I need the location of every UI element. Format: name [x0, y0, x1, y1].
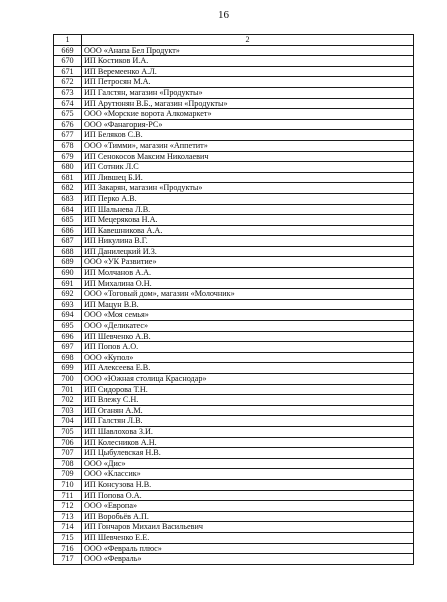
table-row [54, 98, 414, 109]
organization-name: ООО «Тимми», магазин «Аппетит» [82, 140, 414, 151]
table-row [54, 236, 414, 247]
organization-name: ИП Михалина О.Н. [82, 278, 414, 289]
organization-name: ИП Петросян М.А. [82, 77, 414, 88]
table-row [54, 56, 414, 67]
table-row [54, 416, 414, 427]
table-row [54, 374, 414, 385]
row-number: 703 [54, 405, 82, 416]
table-row [54, 268, 414, 279]
organization-name: ИП Веремеенко А.Л. [82, 66, 414, 77]
organization-name: ИП Попова О.А. [82, 490, 414, 501]
table-row [54, 384, 414, 395]
organization-name: ООО «УК Развитие» [82, 257, 414, 268]
organization-name: ООО «Фанагория-РС» [82, 119, 414, 130]
row-number: 688 [54, 246, 82, 257]
table-row [54, 246, 414, 257]
organization-name: ИП Арутюнян В.Б., магазин «Продукты» [82, 98, 414, 109]
row-number: 680 [54, 162, 82, 173]
row-number: 690 [54, 268, 82, 279]
row-number: 699 [54, 363, 82, 374]
organization-name: ООО «Дис» [82, 458, 414, 469]
table-row [54, 511, 414, 522]
table-row [54, 77, 414, 88]
organization-name: ИП Шальнева Л.В. [82, 204, 414, 215]
organization-name: ИП Галстян, магазин «Продукты» [82, 87, 414, 98]
table-row [54, 321, 414, 332]
organization-name: ИП Цыбулевская Н.В. [82, 448, 414, 459]
table-row [54, 204, 414, 215]
table-row [54, 225, 414, 236]
organization-name: ИП Шевченко Е.Е. [82, 532, 414, 543]
organization-name: ИП Алексеева Е.В. [82, 363, 414, 374]
registry-table [53, 34, 414, 565]
organization-name: ИП Влежу С.Н. [82, 395, 414, 406]
organization-name: ИП Колесников А.Н. [82, 437, 414, 448]
table-row [54, 183, 414, 194]
organization-name: ИП Попов А.О. [82, 342, 414, 353]
row-number: 675 [54, 109, 82, 120]
table-row [54, 469, 414, 480]
organization-name: ИП Кавешникова А.А. [82, 225, 414, 236]
row-number: 679 [54, 151, 82, 162]
organization-name: ООО «Деликатес» [82, 321, 414, 332]
table-row [54, 437, 414, 448]
row-number: 670 [54, 56, 82, 67]
row-number: 697 [54, 342, 82, 353]
table-row [54, 151, 414, 162]
registry-table-body [54, 45, 414, 564]
table-row [54, 172, 414, 183]
row-number: 693 [54, 299, 82, 310]
table-row [54, 109, 414, 120]
organization-name: ООО «Морские ворота Алкомаркет» [82, 109, 414, 120]
row-number: 702 [54, 395, 82, 406]
row-number: 695 [54, 321, 82, 332]
column-header-name: 2 [82, 35, 414, 46]
row-number: 716 [54, 543, 82, 554]
table-row [54, 448, 414, 459]
row-number: 710 [54, 479, 82, 490]
row-number: 684 [54, 204, 82, 215]
organization-name: ООО «Европа» [82, 501, 414, 512]
page-number: 16 [218, 9, 229, 21]
table-row [54, 299, 414, 310]
organization-name: ИП Галстян Л.В. [82, 416, 414, 427]
table-row [54, 257, 414, 268]
organization-name: ИП Гончаров Михаил Васильевич [82, 522, 414, 533]
organization-name: ИП Шевченко А.В. [82, 331, 414, 342]
row-number: 669 [54, 45, 82, 56]
row-number: 704 [54, 416, 82, 427]
row-number: 692 [54, 289, 82, 300]
row-number: 696 [54, 331, 82, 342]
row-number: 687 [54, 236, 82, 247]
table-row [54, 130, 414, 141]
row-number: 672 [54, 77, 82, 88]
row-number: 707 [54, 448, 82, 459]
organization-name: ООО «Февраль» [82, 554, 414, 565]
row-number: 708 [54, 458, 82, 469]
table-header-row [54, 35, 414, 46]
table-row [54, 554, 414, 565]
table-row [54, 501, 414, 512]
organization-name: ИП Оганян А.М. [82, 405, 414, 416]
table-row [54, 119, 414, 130]
table-row [54, 331, 414, 342]
organization-name: ИП Сотник Л.С [82, 162, 414, 173]
row-number: 689 [54, 257, 82, 268]
organization-name: ИП Беляков С.В. [82, 130, 414, 141]
organization-name: ИП Воробьёв А.П. [82, 511, 414, 522]
organization-name: ООО «Тоговый дом», магазин «Молочник» [82, 289, 414, 300]
organization-name: ИП Шавлохова З.И. [82, 426, 414, 437]
organization-name: ИП Данилецкий И.З. [82, 246, 414, 257]
row-number: 712 [54, 501, 82, 512]
organization-name: ИП Молчанов А.А. [82, 268, 414, 279]
table-row [54, 479, 414, 490]
row-number: 678 [54, 140, 82, 151]
row-number: 681 [54, 172, 82, 183]
row-number: 683 [54, 193, 82, 204]
table-row [54, 405, 414, 416]
row-number: 686 [54, 225, 82, 236]
row-number: 685 [54, 215, 82, 226]
table-row [54, 395, 414, 406]
row-number: 715 [54, 532, 82, 543]
table-row [54, 140, 414, 151]
table-row [54, 426, 414, 437]
table-row [54, 532, 414, 543]
organization-name: ИП Лившец Б.И. [82, 172, 414, 183]
table-row [54, 193, 414, 204]
table-row [54, 162, 414, 173]
row-number: 701 [54, 384, 82, 395]
row-number: 677 [54, 130, 82, 141]
organization-name: ООО «Моя семья» [82, 310, 414, 321]
table-row [54, 45, 414, 56]
table-row [54, 342, 414, 353]
row-number: 713 [54, 511, 82, 522]
organization-name: ИП Мацун В.В. [82, 299, 414, 310]
organization-name: ООО «Купол» [82, 352, 414, 363]
organization-name: ООО «Анапа Бел Продукт» [82, 45, 414, 56]
organization-name: ИП Закарян, магазин «Продукты» [82, 183, 414, 194]
organization-name: ООО «Февраль плюс» [82, 543, 414, 554]
row-number: 714 [54, 522, 82, 533]
organization-name: ООО «Классик» [82, 469, 414, 480]
table-row [54, 66, 414, 77]
organization-name: ИП Никулина В.Г. [82, 236, 414, 247]
table-row [54, 215, 414, 226]
row-number: 694 [54, 310, 82, 321]
table-row [54, 363, 414, 374]
organization-name: ИП Сенокосов Максим Николаевич [82, 151, 414, 162]
row-number: 671 [54, 66, 82, 77]
row-number: 682 [54, 183, 82, 194]
table-row [54, 310, 414, 321]
organization-name: ИП Мецерякова Н.А. [82, 215, 414, 226]
table-row [54, 543, 414, 554]
table-row [54, 522, 414, 533]
row-number: 706 [54, 437, 82, 448]
row-number: 717 [54, 554, 82, 565]
row-number: 674 [54, 98, 82, 109]
row-number: 709 [54, 469, 82, 480]
table-row [54, 490, 414, 501]
organization-name: ИП Перко А.В. [82, 193, 414, 204]
table-row [54, 458, 414, 469]
row-number: 711 [54, 490, 82, 501]
organization-name: ИП Сидорова Т.Н. [82, 384, 414, 395]
row-number: 700 [54, 374, 82, 385]
table-row [54, 289, 414, 300]
organization-name: ООО «Южная столица Краснодар» [82, 374, 414, 385]
row-number: 676 [54, 119, 82, 130]
organization-name: ИП Консузова Н.В. [82, 479, 414, 490]
table-row [54, 352, 414, 363]
row-number: 673 [54, 87, 82, 98]
column-header-number: 1 [54, 35, 82, 46]
organization-name: ИП Костиков И.А. [82, 56, 414, 67]
row-number: 698 [54, 352, 82, 363]
row-number: 691 [54, 278, 82, 289]
row-number: 705 [54, 426, 82, 437]
table-row [54, 87, 414, 98]
table-row [54, 278, 414, 289]
